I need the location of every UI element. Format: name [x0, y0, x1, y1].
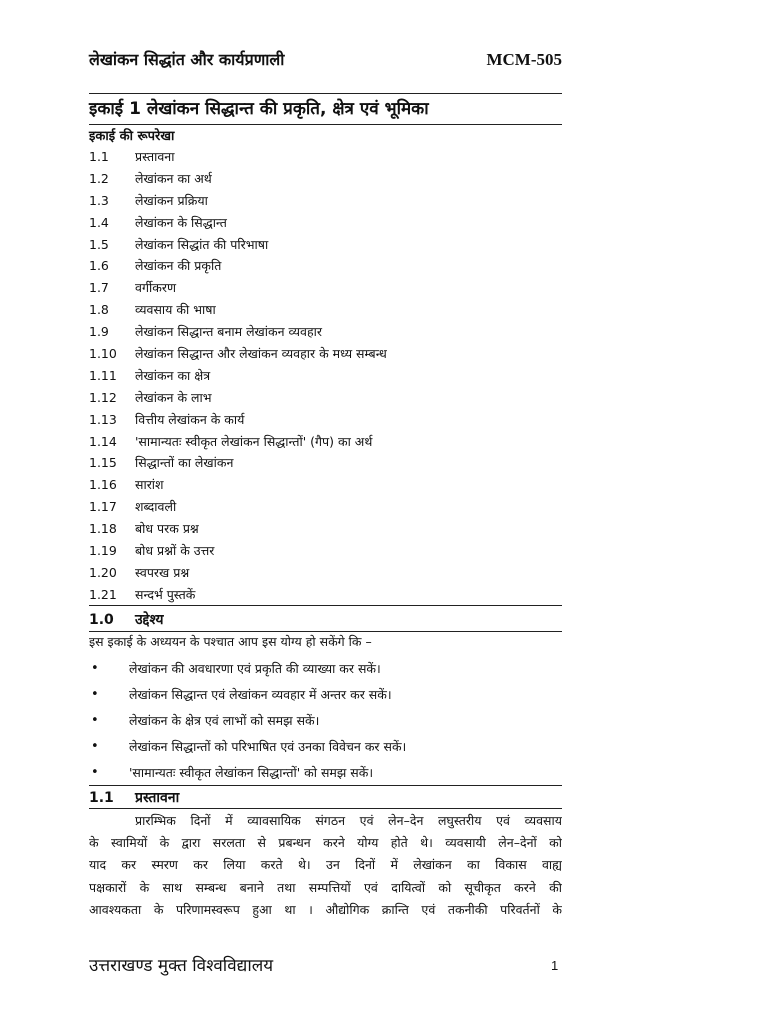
- toc-item-label: वर्गीकरण: [135, 280, 176, 296]
- toc-item-label: सारांश: [135, 477, 164, 493]
- page-number: 1: [551, 958, 559, 973]
- toc-item-label: वित्तीय लेखांकन के कार्य: [135, 411, 245, 427]
- toc-item: [89, 431, 562, 453]
- list-item: [89, 682, 562, 708]
- toc-item: [89, 277, 562, 299]
- toc-item-number: 1.3: [89, 192, 109, 208]
- toc-item-label: लेखांकन सिद्धांत की परिभाषा: [135, 236, 269, 252]
- toc-item: [89, 452, 562, 474]
- bullet-icon: •: [91, 661, 99, 676]
- toc-item-label: बोध परक प्रश्न: [135, 521, 199, 537]
- toc-item-number: 1.1: [89, 149, 109, 164]
- toc-item-number: 1.16: [89, 477, 117, 493]
- list-item-text: 'सामान्यतः स्वीकृत लेखांकन सिद्धान्तों' को समझ सकें।: [129, 765, 374, 780]
- objectives-bottom-rule: [89, 631, 562, 632]
- toc-item-number: 1.4: [89, 214, 109, 230]
- list-item-text: लेखांकन की अवधारणा एवं प्रकृति की व्याख्या कर सकें।: [129, 661, 381, 676]
- toc-item-label: प्रस्तावना: [135, 149, 175, 164]
- toc-item-number: 1.9: [89, 324, 109, 340]
- list-item-text: लेखांकन सिद्धान्त एवं लेखांकन व्यवहार में अन्तर कर सकें।: [129, 687, 392, 702]
- running-header: [89, 48, 562, 72]
- objectives-top-rule: [89, 605, 562, 606]
- toc-item-label: लेखांकन की प्रकृति: [135, 258, 222, 274]
- introduction-heading: [89, 788, 179, 807]
- toc-item-number: 1.8: [89, 302, 109, 318]
- section-title: उद्देश्य: [135, 612, 164, 628]
- toc-item: [89, 387, 562, 409]
- toc-item: [89, 518, 562, 540]
- toc-item-number: 1.6: [89, 258, 109, 274]
- list-item-text: लेखांकन के क्षेत्र एवं लाभों को समझ सकें।: [129, 713, 320, 728]
- toc-item-label: लेखांकन का अर्थ: [135, 170, 212, 186]
- toc-item-number: 1.17: [89, 499, 117, 515]
- toc-item-label: लेखांकन सिद्धान्त बनाम लेखांकन व्यवहार: [135, 324, 322, 340]
- toc-item: [89, 343, 562, 365]
- bullet-icon: •: [91, 765, 99, 780]
- toc-item-label: सन्दर्भ पुस्तकें: [135, 586, 196, 602]
- objectives-intro: इस इकाई के अध्ययन के पश्चात आप इस योग्य हो सकेंगे कि –: [89, 634, 372, 649]
- list-item: [89, 708, 562, 734]
- toc-item-number: 1.2: [89, 170, 109, 186]
- unit-title-top-rule: [89, 93, 562, 94]
- paragraph-line: आवश्यकता के परिणामस्वरूप हुआ था । औद्योगिक क्रान्ति एवं तकनीकी परिवर्तनों के: [89, 901, 562, 917]
- toc-item: [89, 212, 562, 234]
- toc-item-number: 1.14: [89, 433, 117, 449]
- toc-item: [89, 540, 562, 562]
- toc-item: [89, 234, 562, 256]
- toc-item-number: 1.18: [89, 521, 117, 537]
- toc-item-label: लेखांकन के लाभ: [135, 389, 212, 405]
- toc-item-label: लेखांकन सिद्धान्त और लेखांकन व्यवहार के मध्य सम्बन्ध: [135, 346, 387, 362]
- toc-item-label: सिद्धान्तों का लेखांकन: [135, 455, 234, 471]
- toc-item: [89, 474, 562, 496]
- toc-item-number: 1.11: [89, 367, 117, 383]
- toc-item-number: 1.20: [89, 564, 117, 580]
- toc-item-label: व्यवसाय की भाषा: [135, 302, 216, 318]
- toc-item-number: 1.13: [89, 411, 117, 427]
- course-code: MCM-505: [486, 50, 562, 69]
- list-item: [89, 656, 562, 682]
- list-item-text: लेखांकन सिद्धान्तों को परिभाषित एवं उनका विवेचन कर सकें।: [129, 739, 407, 754]
- toc-item: [89, 496, 562, 518]
- toc-item-label: लेखांकन का क्षेत्र: [135, 367, 211, 383]
- objectives-heading: [89, 610, 164, 629]
- section-number: 1.0: [89, 612, 114, 628]
- bullet-icon: •: [91, 687, 99, 702]
- toc-item-number: 1.15: [89, 455, 117, 471]
- unit-title-bottom-rule: [89, 124, 562, 125]
- course-title: लेखांकन सिद्धांत और कार्यप्रणाली: [89, 50, 285, 69]
- paragraph-line: पक्षकारों के साथ सम्बन्ध बनाने तथा सम्पत्तियों एवं दायित्वों को सूचीकृत करने की: [89, 879, 562, 895]
- outline-heading: इकाई की रूपरेखा: [89, 129, 175, 144]
- toc-item-label: 'सामान्यतः स्वीकृत लेखांकन सिद्धान्तों' (गैप) का अर्थ: [135, 433, 373, 449]
- introduction-bottom-rule: [89, 808, 562, 809]
- toc-item: [89, 255, 562, 277]
- toc-item: [89, 190, 562, 212]
- toc-item: [89, 365, 562, 387]
- toc-item: [89, 299, 562, 321]
- section-title: प्रस्तावना: [135, 790, 180, 806]
- section-number: 1.1: [89, 790, 114, 806]
- toc-item-number: 1.21: [89, 586, 117, 602]
- toc-item-label: लेखांकन प्रक्रिया: [135, 192, 208, 208]
- unit-title: इकाई 1 लेखांकन सिद्धान्त की प्रकृति, क्षेत्र एवं भूमिका: [89, 99, 429, 119]
- list-item: [89, 760, 562, 786]
- toc-item: [89, 168, 562, 190]
- paragraph-line: प्रारम्भिक दिनों में व्यावसायिक संगठन एवं लेन–देन लघुस्तरीय एवं व्यवसाय: [135, 813, 562, 828]
- toc-item-label: लेखांकन के सिद्धान्त: [135, 214, 227, 230]
- paragraph-line: के स्वामियों के द्वारा सरलता से प्रबन्धन करने योग्य होते थे। व्यवसायी लेन–देनों को: [89, 835, 562, 851]
- introduction-top-rule: [89, 785, 562, 786]
- table-of-contents: [89, 146, 562, 606]
- bullet-icon: •: [91, 739, 99, 754]
- toc-item-number: 1.7: [89, 280, 109, 296]
- toc-item: [89, 321, 562, 343]
- toc-item-label: शब्दावली: [135, 499, 177, 515]
- toc-item-label: स्वपरख प्रश्न: [135, 564, 190, 580]
- paragraph-line: याद कर स्मरण कर लिया करते थे। उन दिनों में लेखांकन का विकास वाह्य: [89, 857, 562, 873]
- objectives-list: [89, 656, 562, 786]
- toc-item: [89, 409, 562, 431]
- toc-item-number: 1.5: [89, 236, 109, 252]
- toc-item-number: 1.19: [89, 543, 117, 559]
- toc-item-label: बोध प्रश्नों के उत्तर: [135, 543, 215, 559]
- introduction-paragraph: [89, 810, 562, 921]
- toc-item: [89, 562, 562, 584]
- bullet-icon: •: [91, 713, 99, 728]
- toc-item: [89, 146, 562, 168]
- footer-university: उत्तराखण्ड मुक्त विश्वविद्यालय: [89, 956, 274, 976]
- toc-item-number: 1.10: [89, 346, 117, 362]
- toc-item-number: 1.12: [89, 389, 117, 405]
- toc-item: [89, 584, 562, 606]
- list-item: [89, 734, 562, 760]
